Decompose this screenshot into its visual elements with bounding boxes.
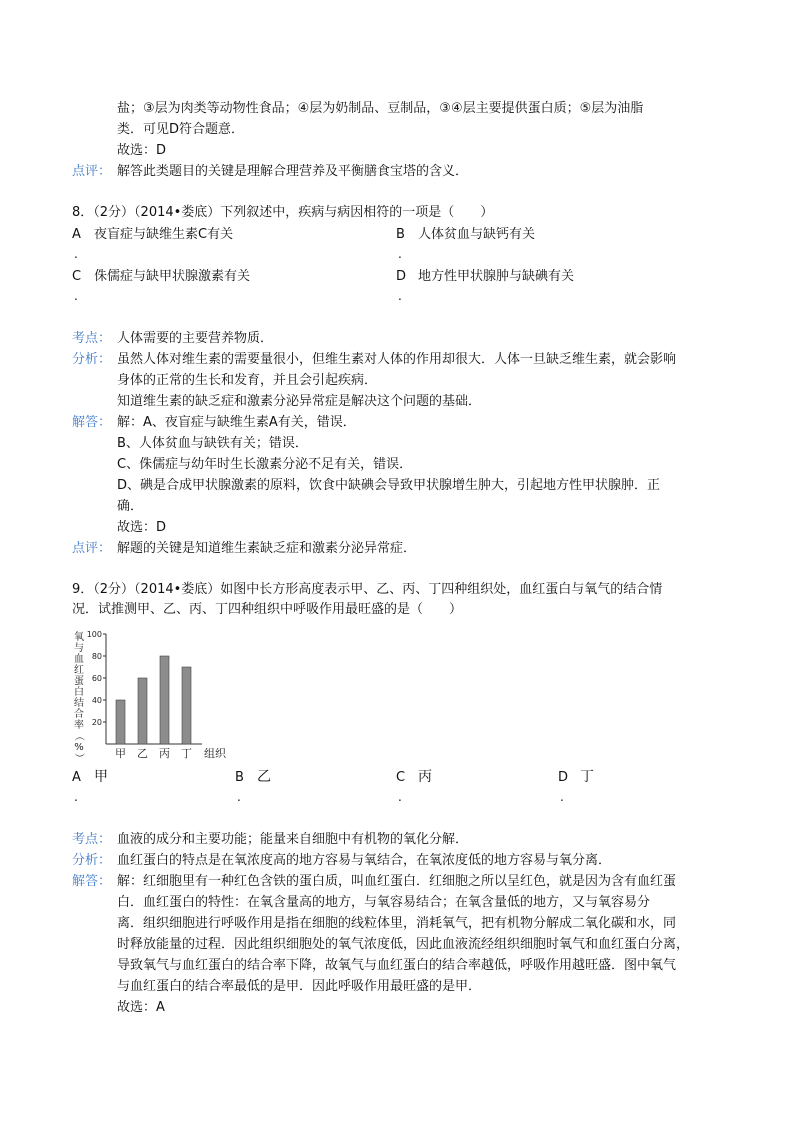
q8-option-b: [396, 224, 536, 245]
x-tick-label: 甲: [115, 747, 126, 760]
y-tick-label: 40: [91, 696, 102, 705]
q8-option-d: [396, 266, 575, 287]
q9-option-b: [235, 767, 271, 788]
y-axis-title-char: 蛋: [74, 676, 84, 687]
y-axis-title-char: 率: [74, 720, 84, 731]
y-tick-label: 100: [86, 630, 102, 639]
q8-option-b-letter: B: [396, 227, 405, 242]
q8-jieda-line-3: C、侏儒症与幼年时生长激素分泌不足有关，错误．: [117, 457, 413, 472]
q9-jieda-line-4: 时释放能量的过程．因此组织细胞处的氧气浓度低，因此血液流经组织细胞时氧气和血红蛋白分离，: [117, 937, 690, 952]
q7-analysis-line-1: 盐；③层为肉类等动物性食品；④层为奶制品、豆制品，③④层主要提供蛋白质；⑤层为油脂: [117, 101, 644, 116]
q9-fenxi-text: 血红蛋白的特点是在氧浓度高的地方容易与氧结合，在氧浓度低的地方容易与氧分离．: [117, 853, 612, 868]
q9-fenxi-label: 分析：: [72, 853, 112, 868]
q8-option-c-letter: C: [72, 269, 82, 284]
y-axis-title-char: ）: [73, 753, 84, 763]
y-axis-title: [73, 630, 85, 763]
bar: [116, 700, 125, 744]
q9-stem-line-1: 9．（2分）（2014•娄底）如图中长方形高度表示甲、乙、丙、丁四种组织处，血红蛋白与氧气的结合情: [72, 582, 663, 597]
y-axis-title-char: %: [74, 742, 84, 753]
q7-answer: 故选：D: [117, 143, 167, 158]
q7-analysis-line-2: 类．可见D符合题意．: [117, 122, 245, 137]
q9-option-a-text: 甲: [94, 769, 108, 785]
y-tick-label: 60: [91, 674, 102, 683]
q8-answer: 故选：D: [117, 520, 167, 535]
q9-jieda-line-6: 与血红蛋白的结合率最低的是甲．因此呼吸作用最旺盛的是甲．: [117, 979, 482, 994]
x-axis-title: 组织: [204, 747, 226, 760]
q8-option-a: [72, 224, 234, 245]
q9-stem-line-2: 况．试推测甲、乙、丙、丁四种组织中呼吸作用最旺盛的是（ ）: [72, 602, 463, 617]
x-tick-label: 丙: [159, 747, 170, 760]
q9-option-a-letter: A: [72, 770, 81, 785]
q8-jieda-label: 解答：: [72, 415, 112, 430]
option-dot: .: [398, 247, 402, 261]
bar: [138, 678, 147, 744]
q9-option-b-text: 乙: [257, 769, 271, 785]
q8-option-c-text: 侏儒症与缺甲状腺激素有关: [94, 269, 251, 284]
y-axis-title-char: 与: [74, 643, 84, 654]
q9-jieda-label: 解答：: [72, 874, 112, 889]
q8-kaodian-label: 考点：: [72, 331, 112, 346]
q9-kaodian-label: 考点：: [72, 832, 112, 847]
q8-fenxi-line-3: 知道维生素的缺乏症和激素分泌异常症是解决这个问题的基础．: [117, 394, 482, 409]
q9-jieda-line-5: 导致氧气与血红蛋白的结合率下降，故氧气与血红蛋白的结合率越低，呼吸作用越旺盛．图中氧气: [117, 958, 677, 973]
x-tick-label: 乙: [137, 747, 148, 760]
q8-jieda-line-1: 解：A、夜盲症与缺维生素A有关，错误．: [117, 415, 356, 430]
q8-fenxi-line-2: 身体的正常的生长和发育，并且会引起疾病．: [117, 373, 378, 388]
option-dot: .: [237, 790, 241, 804]
y-axis-title-char: 血: [74, 654, 84, 665]
q8-option-a-letter: A: [72, 227, 81, 242]
q9-kaodian-text: 血液的成分和主要功能；能量来自细胞中有机物的氧化分解．: [117, 832, 469, 847]
q8-fenxi-line-1: 虽然人体对维生素的需要量很小，但维生素对人体的作用却很大．人体一旦缺乏维生素，就会影响: [117, 352, 677, 367]
q7-comment-text: 解答此类题目的关键是理解合理营养及平衡膳食宝塔的含义．: [117, 164, 469, 179]
q8-jieda-line-2: B、人体贫血与缺铁有关；错误．: [117, 436, 308, 451]
q8-option-d-text: 地方性甲状腺肿与缺碘有关: [418, 269, 575, 284]
q8-fenxi-label: 分析：: [72, 352, 112, 367]
q7-comment-label: 点评：: [72, 164, 112, 179]
option-dot: .: [398, 289, 402, 303]
q9-option-a: [72, 767, 108, 788]
bar: [160, 656, 169, 744]
q9-option-d-text: 丁: [580, 769, 594, 785]
y-axis-title-char: 红: [74, 665, 84, 676]
x-tick-label: 丁: [181, 747, 192, 760]
q8-option-b-text: 人体贫血与缺钙有关: [418, 227, 536, 242]
option-dot: .: [74, 790, 78, 804]
q8-option-a-text: 夜盲症与缺维生素C有关: [94, 227, 234, 242]
q8-stem: 8．（2分）（2014•娄底）下列叙述中，疾病与病因相符的一项是（ ）: [72, 205, 494, 220]
q9-option-d: [558, 767, 594, 788]
bar-chart: [70, 624, 240, 764]
q9-answer: 故选：A: [117, 1000, 165, 1015]
y-tick-label: 20: [91, 718, 102, 727]
y-axis-title-char: （: [73, 731, 84, 741]
q9-option-b-letter: B: [235, 770, 244, 785]
q9-option-c: [396, 767, 432, 788]
q9-option-c-text: 丙: [418, 769, 432, 785]
q8-jieda-line-4: D、碘是合成甲状腺激素的原料，饮食中缺碘会导致甲状腺增生肿大，引起地方性甲状腺肿．正: [117, 478, 661, 493]
q8-dianping-label: 点评：: [72, 541, 112, 556]
q9-jieda-line-1: 解：红细胞里有一种红色含铁的蛋白质，叫血红蛋白．红细胞之所以呈红色，就是因为含有血红蛋: [117, 874, 677, 889]
q8-kaodian-text: 人体需要的主要营养物质．: [117, 331, 274, 346]
q9-option-c-letter: C: [396, 770, 406, 785]
q9-jieda-line-3: 离．组织细胞进行呼吸作用是指在细胞的线粒体里，消耗氧气，把有机物分解成二氧化碳和水，同: [117, 916, 677, 931]
y-axis-title-char: 白: [74, 687, 84, 698]
option-dot: .: [74, 247, 78, 261]
q9-jieda-line-2: 白．血红蛋白的特性：在氧含量高的地方，与氧容易结合；在氧含量低的地方，又与氧容易分: [117, 895, 651, 910]
option-dot: .: [560, 790, 564, 804]
y-axis-title-char: 结: [74, 698, 84, 709]
y-axis-title-char: 合: [74, 709, 84, 720]
bar: [182, 667, 191, 744]
option-dot: .: [398, 790, 402, 804]
q8-option-c: [72, 266, 251, 287]
y-tick-label: 80: [91, 652, 102, 661]
y-axis-title-char: 氧: [74, 632, 84, 643]
option-dot: .: [74, 289, 78, 303]
q8-jieda-line-5: 确．: [117, 499, 144, 514]
q8-option-d-letter: D: [396, 269, 407, 284]
q9-option-d-letter: D: [558, 770, 569, 785]
q8-dianping-text: 解题的关键是知道维生素缺乏症和激素分泌异常症．: [117, 541, 417, 556]
